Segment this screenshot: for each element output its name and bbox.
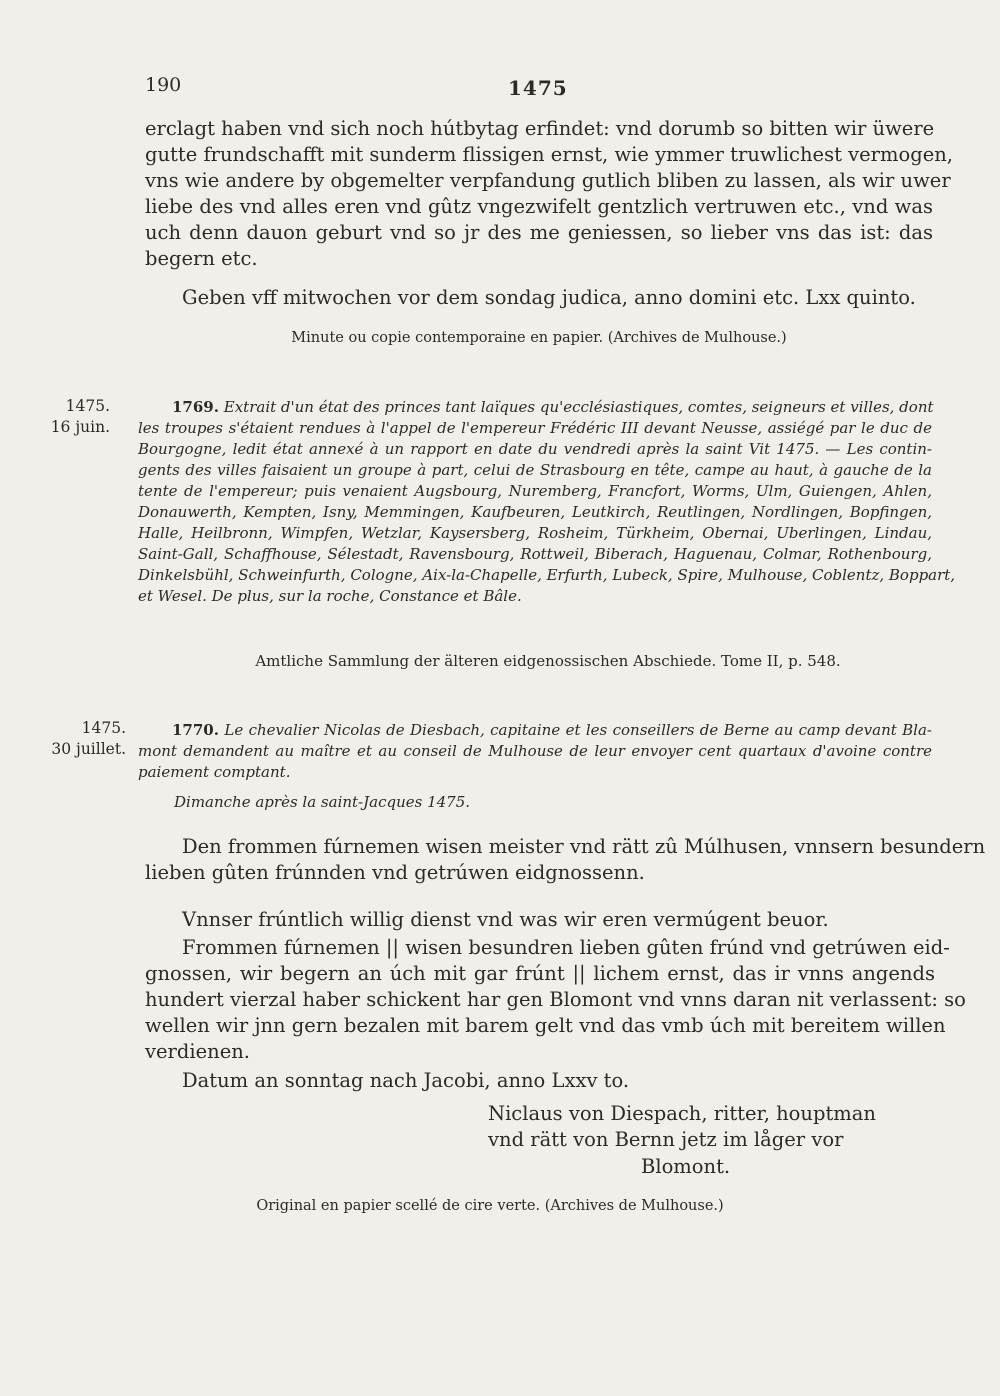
text-line: Bourgogne, ledit état annexé à un rapport en date du vendredi après la saint Vit 1475. — Les contin-	[138, 440, 932, 458]
text-line: Saint-Gall, Schaffhouse, Sélestadt, Ravensbourg, Rottweil, Biberach, Haguenau, Colmar, Rothenbourg,	[138, 545, 932, 563]
date-year: 1475.	[81, 719, 126, 737]
source-note: Amtliche Sammlung der älteren eidgenossischen Abschiede. Tome II, p. 548.	[255, 652, 841, 670]
margin-date-1770	[20, 718, 126, 760]
text-line: tente de l'empereur; puis venaient Augsbourg, Nuremberg, Francfort, Worms, Ulm, Guiengen, Ahlen,	[138, 482, 932, 500]
signature-line: Niclaus von Diespach, ritter, houptman	[488, 1102, 876, 1125]
text-line: wellen wir jnn gern bezalen mit barem gelt vnd das vmb úch mit bereitem willen	[145, 1014, 946, 1037]
text-line: Den frommen fúrnemen wisen meister vnd rätt zû Múlhusen, vnnsern besundern	[182, 835, 986, 858]
text-line: vns wie andere by obgemelter verpfandung gutlich bliben zu lassen, als wir uwer	[145, 169, 951, 192]
text-line: uch denn dauon geburt vnd so jr des me geniessen, so lieber vns das ist: das	[145, 221, 933, 244]
letter-bottom-body	[145, 935, 966, 1065]
text-line: hundert vierzal haber schickent har gen Blomont vnd vnns daran nit verlassent: so	[145, 988, 966, 1011]
margin-date-1769	[20, 396, 110, 438]
text-line: Frommen fúrnemen || wisen besundren lieben gûten frúnd vnd getrúwen eid-	[182, 936, 950, 959]
text-line: Halle, Heilbronn, Wimpfen, Wetzlar, Kaysersberg, Rosheim, Türkheim, Obernai, Uberlingen, Lindau,	[138, 524, 932, 542]
text-line: begern etc.	[145, 247, 258, 270]
entry-1769-summary	[138, 397, 956, 607]
letter-date-line: Datum an sonntag nach Jacobi, anno Lxxv to.	[182, 1069, 630, 1092]
source-note: Minute ou copie contemporaine en papier. (Archives de Mulhouse.)	[291, 330, 787, 346]
text-line: mont demandent au maître et au conseil de Mulhouse de leur envoyer cent quartaux d'avoine contre	[138, 742, 932, 760]
text-line: Dinkelsbühl, Schweinfurth, Cologne, Aix-la-Chapelle, Erfurth, Lubeck, Spire, Mulhouse, Coblentz, Boppart,	[138, 566, 956, 584]
page-number: 190	[145, 74, 182, 96]
running-head-year: 1475	[508, 76, 568, 100]
entry-1770-summary	[138, 720, 932, 783]
text-line: 1770. Le chevalier Nicolas de Diesbach, capitaine et les conseillers de Berne au camp devant Bla-	[172, 721, 932, 739]
letter-top-closing: Geben vff mitwochen vor dem sondag judica, anno domini etc. Lxx quinto.	[182, 286, 916, 309]
text-line: gutte frundschafft mit sunderm flissigen ernst, wie ymmer truwlichest vermogen,	[145, 143, 954, 166]
entry-number: 1769.	[172, 398, 219, 416]
text-line: gents des villes faisaient un groupe à part, celui de Strasbourg en tête, campe au haut, à gauche de la	[138, 461, 932, 479]
letter-greeting: Vnnser frúntlich willig dienst vnd was wir eren vermúgent beuor.	[182, 908, 829, 931]
entry-1770-dated: Dimanche après la saint-Jacques 1475.	[174, 793, 471, 811]
text-line: verdienen.	[145, 1040, 250, 1063]
date-year: 1475.	[65, 397, 110, 415]
text-line: 1769. Extrait d'un état des princes tant laïques qu'ecclésiastiques, comtes, seigneurs et villes, dont	[172, 398, 934, 416]
text-line: lieben gûten frúnnden vnd getrúwen eidgnossenn.	[145, 861, 645, 884]
signature-line: Blomont.	[641, 1155, 731, 1178]
text-line: les troupes s'étaient rendues à l'appel de l'empereur Frédéric III devant Neusse, assiégé par le duc de	[138, 419, 932, 437]
entry-number: 1770.	[172, 721, 219, 739]
text-line: erclagt haben vnd sich noch hútbytag erfindet: vnd dorumb so bitten wir üwere	[145, 117, 935, 140]
source-note: Original en papier scellé de cire verte. (Archives de Mulhouse.)	[256, 1198, 724, 1214]
text-line: et Wesel. De plus, sur la roche, Constance et Bâle.	[138, 587, 522, 605]
text-line: Donauwerth, Kempten, Isny, Memmingen, Kaufbeuren, Leutkirch, Reutlingen, Nordlingen, Bopfingen,	[138, 503, 932, 521]
date-day: 30 juillet.	[51, 740, 126, 758]
text-line: paiement comptant.	[138, 763, 291, 781]
text-line: gnossen, wir begern an úch mit gar frúnt || lichem ernst, das ir vnns angends	[145, 962, 935, 985]
signature-line: vnd rätt von Bernn jetz im låger vor	[488, 1128, 844, 1151]
date-day: 16 juin.	[50, 418, 110, 436]
text-line: liebe des vnd alles eren vnd gûtz vngezwifelt gentzlich vertruwen etc., vnd was	[145, 195, 933, 218]
letter-top-body	[145, 116, 954, 272]
letter-address	[145, 834, 986, 886]
